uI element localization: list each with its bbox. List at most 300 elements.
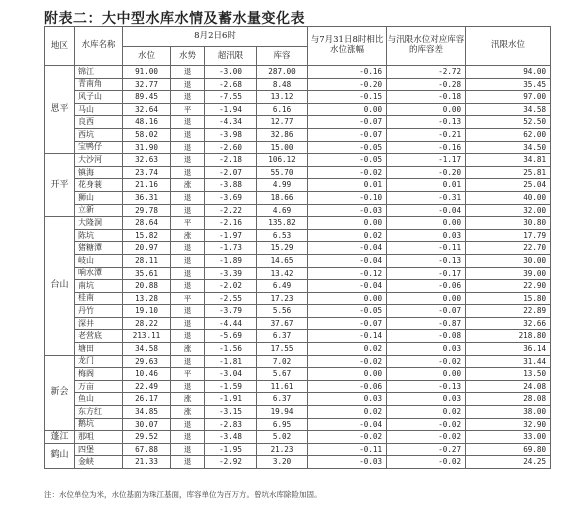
over-limit-cell: -4.44 — [205, 317, 257, 330]
storage-diff-cell: -0.18 — [387, 91, 466, 104]
change-cell: 0.00 — [308, 368, 387, 381]
over-limit-cell: -3.00 — [205, 66, 257, 79]
storage-diff-cell: 0.03 — [387, 393, 466, 406]
water-level-cell: 28.11 — [123, 254, 171, 267]
reservoir-name: 立新 — [75, 204, 123, 217]
storage-diff-cell: -0.20 — [387, 166, 466, 179]
over-limit-cell: -2.83 — [205, 418, 257, 431]
storage-cell: 5.67 — [257, 368, 308, 381]
trend-cell: 退 — [171, 128, 205, 141]
storage-diff-cell: 0.00 — [387, 217, 466, 230]
over-limit-cell: -3.88 — [205, 179, 257, 192]
storage-cell: 106.12 — [257, 154, 308, 167]
table-body — [45, 66, 551, 469]
change-cell: 0.02 — [308, 343, 387, 356]
over-limit-cell: -3.79 — [205, 305, 257, 318]
over-limit-cell: -1.56 — [205, 343, 257, 356]
region-cell: 蓬江 — [45, 431, 75, 444]
table-row — [45, 141, 551, 154]
storage-diff-cell: -0.02 — [387, 355, 466, 368]
trend-cell: 退 — [171, 355, 205, 368]
storage-diff-cell: -2.72 — [387, 66, 466, 79]
reservoir-name: 猪糖潭 — [75, 242, 123, 255]
flood-limit-cell: 40.00 — [466, 191, 551, 204]
trend-cell: 退 — [171, 317, 205, 330]
table-row — [45, 254, 551, 267]
storage-cell: 17.23 — [257, 292, 308, 305]
table-row — [45, 330, 551, 343]
header-time-group: 8月2日6时 — [123, 27, 308, 47]
storage-cell: 19.94 — [257, 406, 308, 419]
reservoir-name: 大隆洞 — [75, 217, 123, 230]
over-limit-cell: -1.59 — [205, 380, 257, 393]
trend-cell: 退 — [171, 191, 205, 204]
flood-limit-cell: 24.25 — [466, 456, 551, 469]
change-cell: -0.03 — [308, 204, 387, 217]
change-cell: 0.01 — [308, 179, 387, 192]
region-cell: 鹤山 — [45, 443, 75, 468]
table-row — [45, 217, 551, 230]
header-region: 地区 — [45, 27, 75, 66]
water-level-cell: 89.45 — [123, 91, 171, 104]
water-level-cell: 34.85 — [123, 406, 171, 419]
table-row — [45, 154, 551, 167]
reservoir-name: 青南角 — [75, 78, 123, 91]
over-limit-cell: -7.55 — [205, 91, 257, 104]
over-limit-cell: -2.02 — [205, 280, 257, 293]
flood-limit-cell: 31.44 — [466, 355, 551, 368]
reservoir-name: 深井 — [75, 317, 123, 330]
trend-cell: 退 — [171, 91, 205, 104]
table-row — [45, 418, 551, 431]
header-storage: 库容 — [257, 47, 308, 66]
storage-cell: 13.42 — [257, 267, 308, 280]
footnote: 注：水位单位为米，水位基面为珠江基面，库容单位为百万方。曾坑水库除险加固。 — [44, 490, 322, 499]
header-name: 水库名称 — [75, 27, 123, 66]
storage-cell: 55.70 — [257, 166, 308, 179]
flood-limit-cell: 17.79 — [466, 229, 551, 242]
reservoir-table — [44, 26, 551, 469]
table-row — [45, 431, 551, 444]
water-level-cell: 28.64 — [123, 217, 171, 230]
trend-cell: 退 — [171, 443, 205, 456]
reservoir-name: 梅阁 — [75, 368, 123, 381]
storage-diff-cell: -0.17 — [387, 267, 466, 280]
storage-cell: 7.02 — [257, 355, 308, 368]
change-cell: 0.00 — [308, 217, 387, 230]
reservoir-name: 马山 — [75, 103, 123, 116]
table-row — [45, 229, 551, 242]
trend-cell: 涨 — [171, 406, 205, 419]
over-limit-cell: -2.68 — [205, 78, 257, 91]
storage-diff-cell: -0.16 — [387, 141, 466, 154]
storage-cell: 12.77 — [257, 116, 308, 129]
flood-limit-cell: 94.00 — [466, 66, 551, 79]
storage-diff-cell: -0.13 — [387, 254, 466, 267]
water-level-cell: 28.22 — [123, 317, 171, 330]
table-row — [45, 406, 551, 419]
change-cell: -0.03 — [308, 456, 387, 469]
header-over-limit: 超汛限 — [205, 47, 257, 66]
trend-cell: 退 — [171, 456, 205, 469]
change-cell: -0.07 — [308, 317, 387, 330]
header-trend: 水势 — [171, 47, 205, 66]
reservoir-name: 良西 — [75, 116, 123, 129]
trend-cell: 退 — [171, 204, 205, 217]
storage-diff-cell: -0.11 — [387, 242, 466, 255]
storage-cell: 14.65 — [257, 254, 308, 267]
flood-limit-cell: 39.00 — [466, 267, 551, 280]
water-level-cell: 20.97 — [123, 242, 171, 255]
trend-cell: 涨 — [171, 229, 205, 242]
over-limit-cell: -1.89 — [205, 254, 257, 267]
table-row — [45, 343, 551, 356]
over-limit-cell: -3.48 — [205, 431, 257, 444]
table-row — [45, 179, 551, 192]
storage-diff-cell: -0.02 — [387, 431, 466, 444]
flood-limit-cell: 35.45 — [466, 78, 551, 91]
table-row — [45, 305, 551, 318]
flood-limit-cell: 25.04 — [466, 179, 551, 192]
storage-cell: 15.29 — [257, 242, 308, 255]
storage-cell: 6.53 — [257, 229, 308, 242]
reservoir-name: 老营底 — [75, 330, 123, 343]
water-level-cell: 21.16 — [123, 179, 171, 192]
header-water-level: 水位 — [123, 47, 171, 66]
over-limit-cell: -5.69 — [205, 330, 257, 343]
over-limit-cell: -1.73 — [205, 242, 257, 255]
storage-cell: 135.82 — [257, 217, 308, 230]
trend-cell: 退 — [171, 116, 205, 129]
trend-cell: 退 — [171, 254, 205, 267]
table-row — [45, 78, 551, 91]
storage-diff-cell: -0.06 — [387, 280, 466, 293]
table-row — [45, 66, 551, 79]
trend-cell: 退 — [171, 242, 205, 255]
change-cell: -0.07 — [308, 128, 387, 141]
change-cell: -0.05 — [308, 141, 387, 154]
trend-cell: 平 — [171, 368, 205, 381]
flood-limit-cell: 22.70 — [466, 242, 551, 255]
storage-cell: 21.23 — [257, 443, 308, 456]
region-cell: 台山 — [45, 217, 75, 356]
reservoir-name: 丹竹 — [75, 305, 123, 318]
change-cell: 0.02 — [308, 406, 387, 419]
storage-cell: 4.99 — [257, 179, 308, 192]
over-limit-cell: -2.55 — [205, 292, 257, 305]
trend-cell: 退 — [171, 66, 205, 79]
change-cell: -0.02 — [308, 431, 387, 444]
water-level-cell: 91.00 — [123, 66, 171, 79]
over-limit-cell: -3.15 — [205, 406, 257, 419]
storage-diff-cell: -0.02 — [387, 456, 466, 469]
water-level-cell: 36.31 — [123, 191, 171, 204]
header-storage-diff: 与汛限水位对应库容的库容差 — [387, 27, 466, 66]
reservoir-name: 鱼山 — [75, 393, 123, 406]
storage-cell: 6.37 — [257, 393, 308, 406]
storage-cell: 11.61 — [257, 380, 308, 393]
water-level-cell: 10.46 — [123, 368, 171, 381]
storage-diff-cell: -0.27 — [387, 443, 466, 456]
water-level-cell: 19.10 — [123, 305, 171, 318]
table-row — [45, 166, 551, 179]
flood-limit-cell: 30.80 — [466, 217, 551, 230]
flood-limit-cell: 34.81 — [466, 154, 551, 167]
storage-diff-cell: 0.03 — [387, 229, 466, 242]
table-title: 附表二：大中型水库水情及蓄水量变化表 — [44, 11, 305, 27]
reservoir-name: 东方红 — [75, 406, 123, 419]
table-row — [45, 456, 551, 469]
storage-diff-cell: -0.28 — [387, 78, 466, 91]
storage-cell: 6.49 — [257, 280, 308, 293]
storage-cell: 3.20 — [257, 456, 308, 469]
storage-cell: 37.67 — [257, 317, 308, 330]
reservoir-name: 那咀 — [75, 431, 123, 444]
table-row — [45, 368, 551, 381]
change-cell: -0.06 — [308, 380, 387, 393]
storage-diff-cell: 0.00 — [387, 368, 466, 381]
storage-diff-cell: -0.07 — [387, 305, 466, 318]
reservoir-name: 响水潭 — [75, 267, 123, 280]
change-cell: -0.10 — [308, 191, 387, 204]
reservoir-name: 狮山 — [75, 191, 123, 204]
water-level-cell: 48.16 — [123, 116, 171, 129]
over-limit-cell: -3.39 — [205, 267, 257, 280]
storage-cell: 18.66 — [257, 191, 308, 204]
storage-cell: 5.56 — [257, 305, 308, 318]
reservoir-name: 四堡 — [75, 443, 123, 456]
reservoir-name: 龙门 — [75, 355, 123, 368]
reservoir-name: 万亩 — [75, 380, 123, 393]
storage-cell: 13.12 — [257, 91, 308, 104]
storage-diff-cell: 0.01 — [387, 179, 466, 192]
storage-cell: 17.55 — [257, 343, 308, 356]
change-cell: -0.11 — [308, 443, 387, 456]
storage-diff-cell: 0.03 — [387, 343, 466, 356]
storage-diff-cell: -0.13 — [387, 116, 466, 129]
flood-limit-cell: 62.00 — [466, 128, 551, 141]
flood-limit-cell: 36.14 — [466, 343, 551, 356]
change-cell: -0.12 — [308, 267, 387, 280]
storage-diff-cell: -0.21 — [387, 128, 466, 141]
trend-cell: 平 — [171, 103, 205, 116]
flood-limit-cell: 32.90 — [466, 418, 551, 431]
water-level-cell: 58.02 — [123, 128, 171, 141]
storage-diff-cell: -0.04 — [387, 204, 466, 217]
storage-cell: 5.02 — [257, 431, 308, 444]
flood-limit-cell: 218.80 — [466, 330, 551, 343]
over-limit-cell: -2.60 — [205, 141, 257, 154]
change-cell: -0.05 — [308, 305, 387, 318]
storage-cell: 6.16 — [257, 103, 308, 116]
flood-limit-cell: 25.81 — [466, 166, 551, 179]
table-row — [45, 317, 551, 330]
flood-limit-cell: 22.89 — [466, 305, 551, 318]
change-cell: 0.02 — [308, 229, 387, 242]
over-limit-cell: -2.92 — [205, 456, 257, 469]
reservoir-name: 宝鸭仔 — [75, 141, 123, 154]
storage-cell: 32.86 — [257, 128, 308, 141]
over-limit-cell: -4.34 — [205, 116, 257, 129]
change-cell: 0.03 — [308, 393, 387, 406]
storage-diff-cell: 0.00 — [387, 292, 466, 305]
water-level-cell: 22.49 — [123, 380, 171, 393]
trend-cell: 退 — [171, 154, 205, 167]
over-limit-cell: -3.04 — [205, 368, 257, 381]
water-level-cell: 213.11 — [123, 330, 171, 343]
change-cell: 0.00 — [308, 103, 387, 116]
flood-limit-cell: 24.08 — [466, 380, 551, 393]
flood-limit-cell: 32.66 — [466, 317, 551, 330]
water-level-cell: 30.07 — [123, 418, 171, 431]
flood-limit-cell: 33.00 — [466, 431, 551, 444]
storage-diff-cell: -0.13 — [387, 380, 466, 393]
trend-cell: 退 — [171, 418, 205, 431]
change-cell: -0.02 — [308, 166, 387, 179]
table-row — [45, 103, 551, 116]
water-level-cell: 21.33 — [123, 456, 171, 469]
storage-diff-cell: -0.08 — [387, 330, 466, 343]
water-level-cell: 26.17 — [123, 393, 171, 406]
water-level-cell: 35.61 — [123, 267, 171, 280]
change-cell: -0.04 — [308, 280, 387, 293]
reservoir-name: 大沙河 — [75, 154, 123, 167]
change-cell: -0.05 — [308, 154, 387, 167]
water-level-cell: 15.82 — [123, 229, 171, 242]
trend-cell: 退 — [171, 330, 205, 343]
water-level-cell: 32.77 — [123, 78, 171, 91]
over-limit-cell: -1.95 — [205, 443, 257, 456]
water-level-cell: 29.52 — [123, 431, 171, 444]
trend-cell: 退 — [171, 267, 205, 280]
water-level-cell: 31.90 — [123, 141, 171, 154]
trend-cell: 退 — [171, 431, 205, 444]
trend-cell: 平 — [171, 217, 205, 230]
storage-cell: 287.00 — [257, 66, 308, 79]
reservoir-name: 陈坑 — [75, 229, 123, 242]
over-limit-cell: -3.69 — [205, 191, 257, 204]
reservoir-name: 西坑 — [75, 128, 123, 141]
flood-limit-cell: 34.50 — [466, 141, 551, 154]
table-row — [45, 191, 551, 204]
header-change: 与7月31日8时相比水位涨幅 — [308, 27, 387, 66]
storage-diff-cell: -1.17 — [387, 154, 466, 167]
change-cell: -0.04 — [308, 254, 387, 267]
trend-cell: 退 — [171, 305, 205, 318]
water-level-cell: 13.28 — [123, 292, 171, 305]
table-row — [45, 91, 551, 104]
reservoir-name: 南坑 — [75, 280, 123, 293]
change-cell: -0.07 — [308, 116, 387, 129]
flood-limit-cell: 97.00 — [466, 91, 551, 104]
trend-cell: 退 — [171, 280, 205, 293]
change-cell: -0.15 — [308, 91, 387, 104]
change-cell: -0.14 — [308, 330, 387, 343]
storage-diff-cell: 0.02 — [387, 406, 466, 419]
region-cell: 新会 — [45, 355, 75, 431]
reservoir-name: 花身蓑 — [75, 179, 123, 192]
storage-cell: 8.48 — [257, 78, 308, 91]
table-row — [45, 443, 551, 456]
region-cell: 恩平 — [45, 66, 75, 154]
region-cell: 开平 — [45, 154, 75, 217]
over-limit-cell: -1.81 — [205, 355, 257, 368]
water-level-cell: 29.63 — [123, 355, 171, 368]
flood-limit-cell: 28.08 — [466, 393, 551, 406]
reservoir-name: 岐山 — [75, 254, 123, 267]
over-limit-cell: -2.22 — [205, 204, 257, 217]
over-limit-cell: -3.98 — [205, 128, 257, 141]
trend-cell: 退 — [171, 166, 205, 179]
table-row — [45, 267, 551, 280]
water-level-cell: 29.78 — [123, 204, 171, 217]
reservoir-name: 风子山 — [75, 91, 123, 104]
flood-limit-cell: 52.50 — [466, 116, 551, 129]
header-flood-limit: 汛限水位 — [466, 27, 551, 66]
flood-limit-cell: 30.00 — [466, 254, 551, 267]
table-row — [45, 204, 551, 217]
storage-diff-cell: -0.31 — [387, 191, 466, 204]
reservoir-name: 桂南 — [75, 292, 123, 305]
trend-cell: 涨 — [171, 393, 205, 406]
flood-limit-cell: 22.90 — [466, 280, 551, 293]
flood-limit-cell: 34.58 — [466, 103, 551, 116]
storage-diff-cell: -0.87 — [387, 317, 466, 330]
storage-cell: 6.37 — [257, 330, 308, 343]
flood-limit-cell: 15.80 — [466, 292, 551, 305]
storage-diff-cell: -0.02 — [387, 418, 466, 431]
water-level-cell: 32.64 — [123, 103, 171, 116]
storage-cell: 15.00 — [257, 141, 308, 154]
table-row — [45, 242, 551, 255]
over-limit-cell: -1.94 — [205, 103, 257, 116]
table-row — [45, 355, 551, 368]
reservoir-name: 塘田 — [75, 343, 123, 356]
reservoir-name: 鹅坑 — [75, 418, 123, 431]
water-level-cell: 67.88 — [123, 443, 171, 456]
water-level-cell: 20.88 — [123, 280, 171, 293]
over-limit-cell: -2.07 — [205, 166, 257, 179]
over-limit-cell: -2.18 — [205, 154, 257, 167]
table-row — [45, 380, 551, 393]
flood-limit-cell: 13.50 — [466, 368, 551, 381]
trend-cell: 退 — [171, 380, 205, 393]
reservoir-name: 镇海 — [75, 166, 123, 179]
storage-diff-cell: 0.00 — [387, 103, 466, 116]
over-limit-cell: -2.16 — [205, 217, 257, 230]
trend-cell: 涨 — [171, 343, 205, 356]
trend-cell: 退 — [171, 141, 205, 154]
flood-limit-cell: 32.00 — [466, 204, 551, 217]
table-row — [45, 393, 551, 406]
over-limit-cell: -1.97 — [205, 229, 257, 242]
change-cell: -0.16 — [308, 66, 387, 79]
change-cell: -0.02 — [308, 355, 387, 368]
trend-cell: 退 — [171, 78, 205, 91]
change-cell: -0.20 — [308, 78, 387, 91]
flood-limit-cell: 38.00 — [466, 406, 551, 419]
storage-cell: 4.69 — [257, 204, 308, 217]
table-row — [45, 128, 551, 141]
table-row — [45, 116, 551, 129]
table-row — [45, 280, 551, 293]
change-cell: -0.04 — [308, 242, 387, 255]
trend-cell: 涨 — [171, 179, 205, 192]
water-level-cell: 23.74 — [123, 166, 171, 179]
reservoir-name: 锦江 — [75, 66, 123, 79]
change-cell: 0.00 — [308, 292, 387, 305]
storage-cell: 6.95 — [257, 418, 308, 431]
